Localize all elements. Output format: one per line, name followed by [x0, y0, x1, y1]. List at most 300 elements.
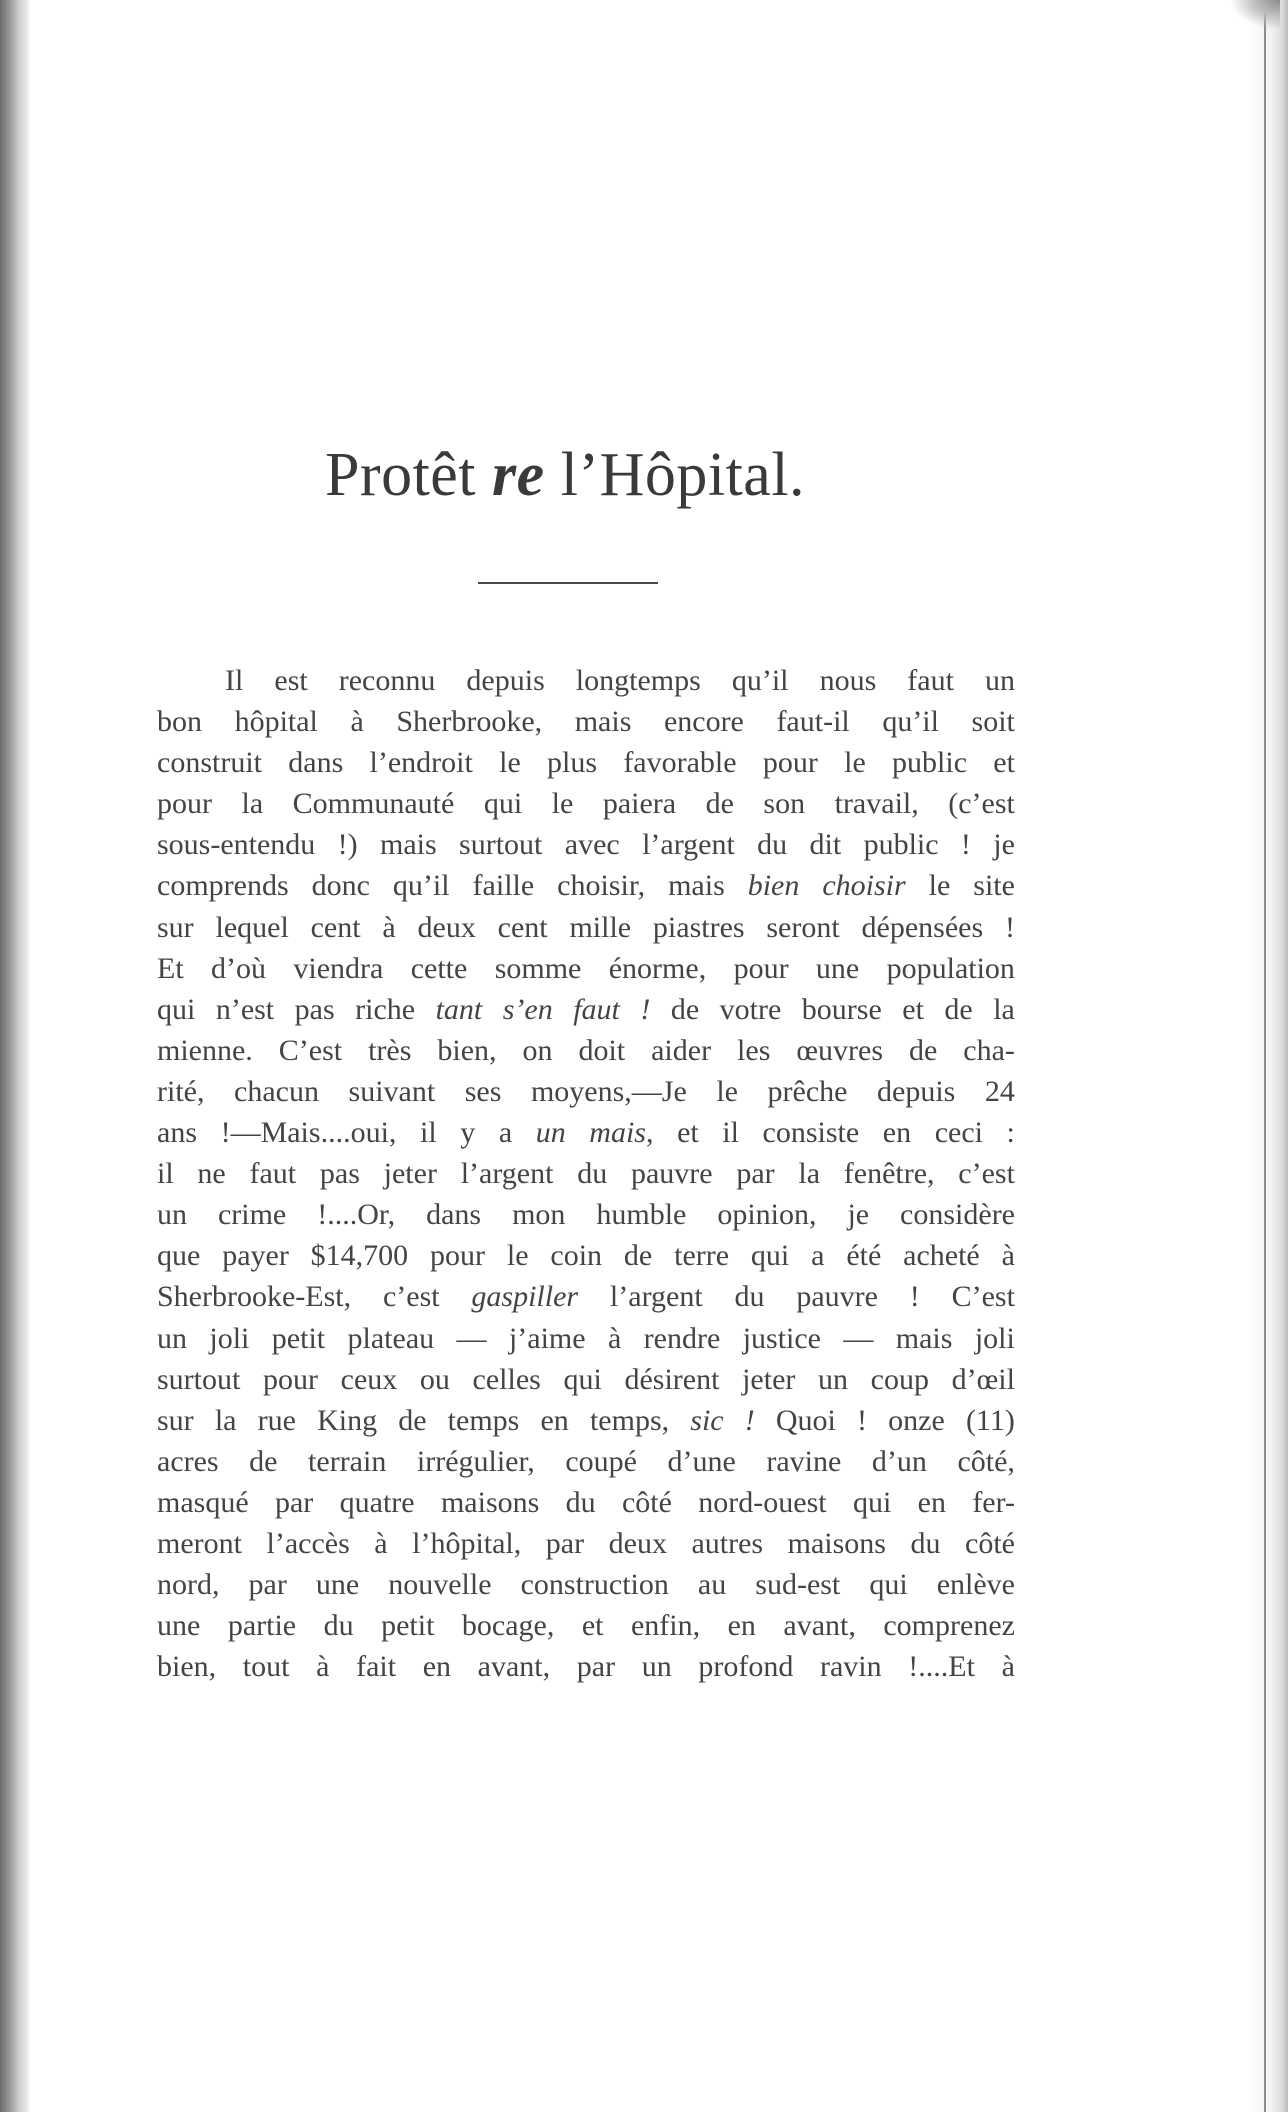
text: et — [902, 992, 924, 1026]
word — [312, 865, 370, 906]
text: par — [736, 1157, 775, 1191]
word — [691, 1523, 763, 1564]
text: une — [315, 1568, 360, 1602]
text-line — [157, 1482, 1015, 1523]
word — [157, 907, 194, 948]
word — [963, 1030, 1015, 1071]
word — [157, 1153, 174, 1194]
word — [157, 783, 212, 824]
word — [783, 1605, 855, 1646]
text: 24 — [984, 1074, 1015, 1108]
text: du — [577, 1157, 608, 1191]
text: les — [737, 1033, 771, 1067]
text: et — [677, 1116, 699, 1150]
text: rité, — [157, 1074, 205, 1108]
word — [457, 1318, 487, 1359]
word — [664, 701, 744, 742]
word — [288, 742, 343, 783]
text: en — [540, 1403, 569, 1437]
text-line — [157, 1359, 1015, 1400]
word — [1002, 1646, 1015, 1687]
word — [569, 907, 631, 948]
word — [751, 1235, 789, 1276]
word — [462, 1605, 554, 1646]
word — [818, 1359, 848, 1400]
text: partie — [227, 1609, 297, 1643]
text: sous-entendu — [157, 828, 316, 862]
word — [430, 1235, 485, 1276]
text: masqué — [157, 1485, 249, 1519]
word — [499, 1112, 512, 1153]
word — [631, 1153, 713, 1194]
word — [776, 701, 849, 742]
word — [317, 1194, 395, 1235]
word — [448, 1400, 520, 1441]
text: il — [722, 1116, 739, 1150]
word — [737, 1030, 770, 1071]
corner-smudge — [1230, 0, 1280, 30]
text: construit — [157, 746, 262, 780]
word — [609, 948, 706, 989]
word — [157, 1030, 253, 1071]
word — [417, 1441, 535, 1482]
text-line — [157, 1523, 1015, 1564]
word — [320, 1153, 360, 1194]
text: à — [1001, 1239, 1015, 1273]
word — [157, 742, 262, 783]
text: coin — [550, 1239, 603, 1273]
text: pour — [262, 1362, 318, 1396]
word — [958, 1153, 1015, 1194]
word — [736, 1153, 774, 1194]
word — [495, 948, 582, 989]
text: d’où — [211, 951, 267, 985]
text: du — [757, 828, 788, 862]
text: soit — [971, 705, 1015, 739]
text: (11) — [965, 1403, 1015, 1437]
word — [242, 783, 264, 824]
text: l’endroit — [369, 746, 473, 780]
text: irrégulier, — [416, 1444, 535, 1478]
italic-text: s’en — [502, 992, 553, 1026]
text: qu’il — [882, 705, 939, 739]
text: longtemps — [575, 664, 701, 697]
word — [871, 1359, 929, 1400]
word — [368, 1030, 411, 1071]
word — [317, 1400, 377, 1441]
text: un — [641, 1650, 672, 1684]
italic-text: faut — [573, 992, 620, 1026]
word — [221, 1112, 397, 1153]
text: pour — [733, 951, 789, 985]
text: dit — [809, 828, 842, 862]
word — [590, 1400, 669, 1441]
word — [640, 989, 650, 1030]
word — [563, 1359, 601, 1400]
word — [243, 1646, 290, 1687]
word — [157, 1359, 240, 1400]
word — [348, 1318, 435, 1359]
text: mille — [569, 910, 632, 944]
text: !) — [337, 828, 358, 862]
text: !—Mais....oui, — [220, 1116, 397, 1150]
text: désirent — [624, 1362, 720, 1396]
word — [1002, 1235, 1015, 1276]
italic-text: ! — [744, 1403, 755, 1437]
text: d’œil — [951, 1362, 1015, 1396]
word — [763, 783, 805, 824]
text: public — [892, 746, 968, 780]
word — [157, 865, 289, 906]
text: jeter — [383, 1157, 437, 1191]
text: nous — [819, 664, 877, 697]
word — [420, 1112, 437, 1153]
text: c’est — [382, 1280, 440, 1314]
text: la — [993, 992, 1015, 1026]
word — [293, 948, 383, 989]
word — [944, 989, 972, 1030]
word — [896, 1318, 953, 1359]
word — [380, 824, 437, 865]
word — [157, 1564, 220, 1605]
text: qui — [563, 1362, 602, 1396]
word — [811, 1235, 824, 1276]
word — [215, 907, 288, 948]
word — [603, 783, 676, 824]
text: d’un — [871, 1444, 927, 1478]
word — [565, 824, 620, 865]
text: qu’il — [731, 664, 789, 697]
word — [888, 1400, 945, 1441]
text: le — [844, 746, 866, 780]
text: acheté — [903, 1239, 980, 1273]
text: King — [317, 1403, 378, 1437]
text: — — [456, 1321, 487, 1355]
word — [523, 1030, 553, 1071]
word — [755, 1564, 840, 1605]
text: le — [499, 746, 521, 780]
word — [234, 1071, 319, 1112]
word — [610, 1276, 703, 1317]
text: et — [581, 1609, 604, 1643]
word — [461, 1153, 554, 1194]
text: et — [993, 746, 1015, 780]
text: temps — [447, 1403, 520, 1437]
text: l’hôpital, — [412, 1526, 522, 1560]
word — [624, 1359, 719, 1400]
word — [966, 1400, 1015, 1441]
word — [763, 742, 818, 783]
text: mais — [895, 1321, 953, 1355]
word — [384, 1153, 437, 1194]
word — [218, 1194, 286, 1235]
text-line — [157, 865, 1015, 906]
word — [869, 1564, 907, 1605]
text: nord-ouest — [698, 1485, 827, 1519]
binding-shadow — [0, 0, 30, 2112]
text: C’est — [951, 1280, 1015, 1314]
text: moyens,—Je — [530, 1074, 687, 1108]
word — [274, 660, 307, 701]
text: piastres — [652, 910, 745, 944]
word — [437, 1030, 496, 1071]
word — [887, 948, 1015, 989]
word — [382, 907, 395, 948]
text: en — [882, 1116, 912, 1150]
word — [903, 1235, 980, 1276]
text: coupé — [565, 1444, 637, 1478]
word — [512, 1194, 565, 1235]
text: seront — [766, 910, 840, 944]
text: petit — [381, 1609, 435, 1643]
word — [975, 1318, 1015, 1359]
text: l’argent — [460, 1157, 554, 1191]
text: ravine — [766, 1444, 842, 1478]
word — [717, 1194, 816, 1235]
text: faut — [249, 1157, 297, 1191]
text: a — [811, 1239, 825, 1273]
text: fait — [356, 1650, 397, 1684]
text-line — [157, 1235, 1015, 1276]
text: ! — [960, 828, 971, 862]
text: que — [157, 1239, 201, 1273]
word — [466, 660, 544, 701]
word — [209, 1318, 249, 1359]
word — [473, 1359, 541, 1400]
word — [459, 824, 542, 865]
word — [565, 1441, 637, 1482]
word — [796, 1030, 883, 1071]
text: du — [910, 1526, 941, 1560]
text-line — [157, 1564, 1015, 1605]
word — [671, 989, 699, 1030]
word — [877, 1071, 955, 1112]
word — [393, 865, 450, 906]
word — [249, 1441, 277, 1482]
text: l’argent — [642, 828, 735, 862]
text: favorable — [623, 746, 737, 780]
word — [157, 1646, 216, 1687]
text: Communauté — [292, 787, 455, 821]
word — [157, 1400, 194, 1441]
word — [576, 660, 701, 701]
text: c’est — [958, 1157, 1015, 1191]
text: acres — [157, 1444, 219, 1478]
word — [311, 907, 361, 948]
italic-text: gaspiller — [471, 1280, 579, 1314]
text-line — [157, 948, 1015, 989]
text: côté — [965, 1526, 1015, 1560]
word — [732, 660, 789, 701]
text: fenêtre, — [843, 1157, 935, 1191]
text: sur — [157, 910, 194, 944]
text: ! — [1004, 910, 1015, 944]
word — [157, 1523, 242, 1564]
text: mon — [512, 1198, 566, 1232]
italic-text: choisir — [822, 869, 906, 903]
word — [853, 1482, 891, 1523]
word — [216, 989, 274, 1030]
word — [910, 1276, 920, 1317]
text: il — [419, 1116, 437, 1150]
word — [668, 1441, 736, 1482]
text: deux — [417, 910, 476, 944]
text: ou — [419, 1362, 450, 1396]
word — [993, 742, 1015, 783]
word — [961, 824, 971, 865]
word — [609, 1523, 667, 1564]
text-line — [157, 660, 1015, 701]
word — [471, 1276, 578, 1317]
word — [802, 989, 882, 1030]
text: surtout — [459, 828, 543, 862]
word — [350, 701, 363, 742]
word — [745, 1400, 755, 1441]
word — [355, 989, 415, 1030]
word — [985, 660, 1015, 701]
text: mais — [668, 869, 725, 903]
word — [295, 989, 335, 1030]
word — [816, 948, 859, 989]
word — [388, 1564, 491, 1605]
text: (c’est — [948, 787, 1015, 821]
text: le — [551, 787, 574, 821]
word — [473, 865, 535, 906]
text: œuvres — [796, 1033, 883, 1067]
text: comprenez — [883, 1609, 1015, 1643]
word — [383, 1276, 440, 1317]
word — [653, 907, 745, 948]
text: fer- — [972, 1485, 1015, 1519]
word — [993, 989, 1015, 1030]
text: été — [846, 1239, 882, 1273]
text: chacun — [234, 1074, 319, 1108]
word — [398, 1400, 426, 1441]
word — [706, 783, 734, 824]
text: en — [727, 1609, 756, 1643]
italic-text: mais — [589, 1116, 646, 1150]
word — [436, 989, 483, 1030]
text: cette — [410, 951, 468, 985]
word — [228, 1605, 296, 1646]
word — [972, 701, 1015, 742]
word — [411, 948, 468, 989]
text: de — [670, 992, 700, 1026]
title-part-1: Protêt — [324, 441, 493, 509]
text: à — [374, 1526, 388, 1560]
text: Il — [225, 664, 244, 697]
word — [339, 660, 436, 701]
word — [157, 701, 202, 742]
text: bien, — [157, 1650, 217, 1684]
text-line — [157, 1605, 1015, 1646]
text: rendre — [643, 1321, 721, 1355]
word — [484, 783, 522, 824]
text: en — [422, 1650, 452, 1684]
text: doit — [578, 1033, 626, 1067]
word — [952, 1359, 1015, 1400]
word — [293, 783, 455, 824]
text: cent — [310, 910, 361, 944]
text: maisons — [440, 1485, 540, 1519]
word — [324, 1605, 354, 1646]
text: de — [705, 787, 734, 821]
text: enfin, — [630, 1609, 701, 1643]
word — [642, 1646, 672, 1687]
word — [820, 660, 877, 701]
text: riche — [355, 992, 416, 1026]
text: depuis — [466, 664, 545, 697]
text: nord, — [157, 1568, 220, 1602]
text: de — [623, 1239, 653, 1273]
title-divider-rule — [478, 582, 658, 584]
word — [374, 1523, 387, 1564]
text: Sherbrooke, — [396, 705, 543, 739]
word — [552, 783, 574, 824]
text: meront — [157, 1526, 242, 1560]
text: y — [460, 1116, 476, 1150]
text: par — [576, 1650, 616, 1684]
text: avant, — [783, 1609, 856, 1643]
text: par — [248, 1568, 287, 1602]
word — [423, 1646, 451, 1687]
word — [499, 742, 521, 783]
word — [608, 1318, 621, 1359]
text: est — [274, 664, 308, 697]
word — [157, 1441, 219, 1482]
word — [862, 907, 984, 948]
text: une — [157, 1609, 201, 1643]
text: à — [607, 1321, 622, 1355]
word — [263, 1359, 318, 1400]
word — [157, 948, 184, 989]
word — [985, 1071, 1015, 1112]
text: prêche — [767, 1074, 848, 1108]
text: ne — [197, 1157, 226, 1191]
word — [651, 1030, 711, 1071]
word — [822, 865, 905, 906]
text: , — [645, 1116, 654, 1150]
text: je — [993, 828, 1015, 862]
word — [929, 865, 951, 906]
italic-text: bien — [747, 869, 800, 903]
word — [1005, 907, 1015, 948]
word — [573, 989, 620, 1030]
word — [763, 1112, 860, 1153]
text: votre — [719, 992, 782, 1026]
word — [197, 1153, 225, 1194]
word — [341, 1359, 398, 1400]
text-line — [157, 1030, 1015, 1071]
italic-text: sic — [690, 1403, 724, 1437]
text: de — [908, 1033, 938, 1067]
word — [937, 1564, 1015, 1605]
text: somme — [494, 951, 582, 985]
text: avec — [564, 828, 620, 862]
word — [157, 1194, 187, 1235]
word — [157, 1235, 200, 1276]
word — [743, 1318, 821, 1359]
text-line — [157, 907, 1015, 948]
word — [420, 1359, 450, 1400]
text: depuis — [877, 1074, 956, 1108]
text: !....Et — [908, 1650, 975, 1684]
text: du — [565, 1485, 596, 1519]
text: en — [917, 1485, 946, 1519]
word — [742, 1359, 795, 1400]
text: hôpital — [234, 705, 318, 739]
text: onze — [888, 1403, 945, 1437]
